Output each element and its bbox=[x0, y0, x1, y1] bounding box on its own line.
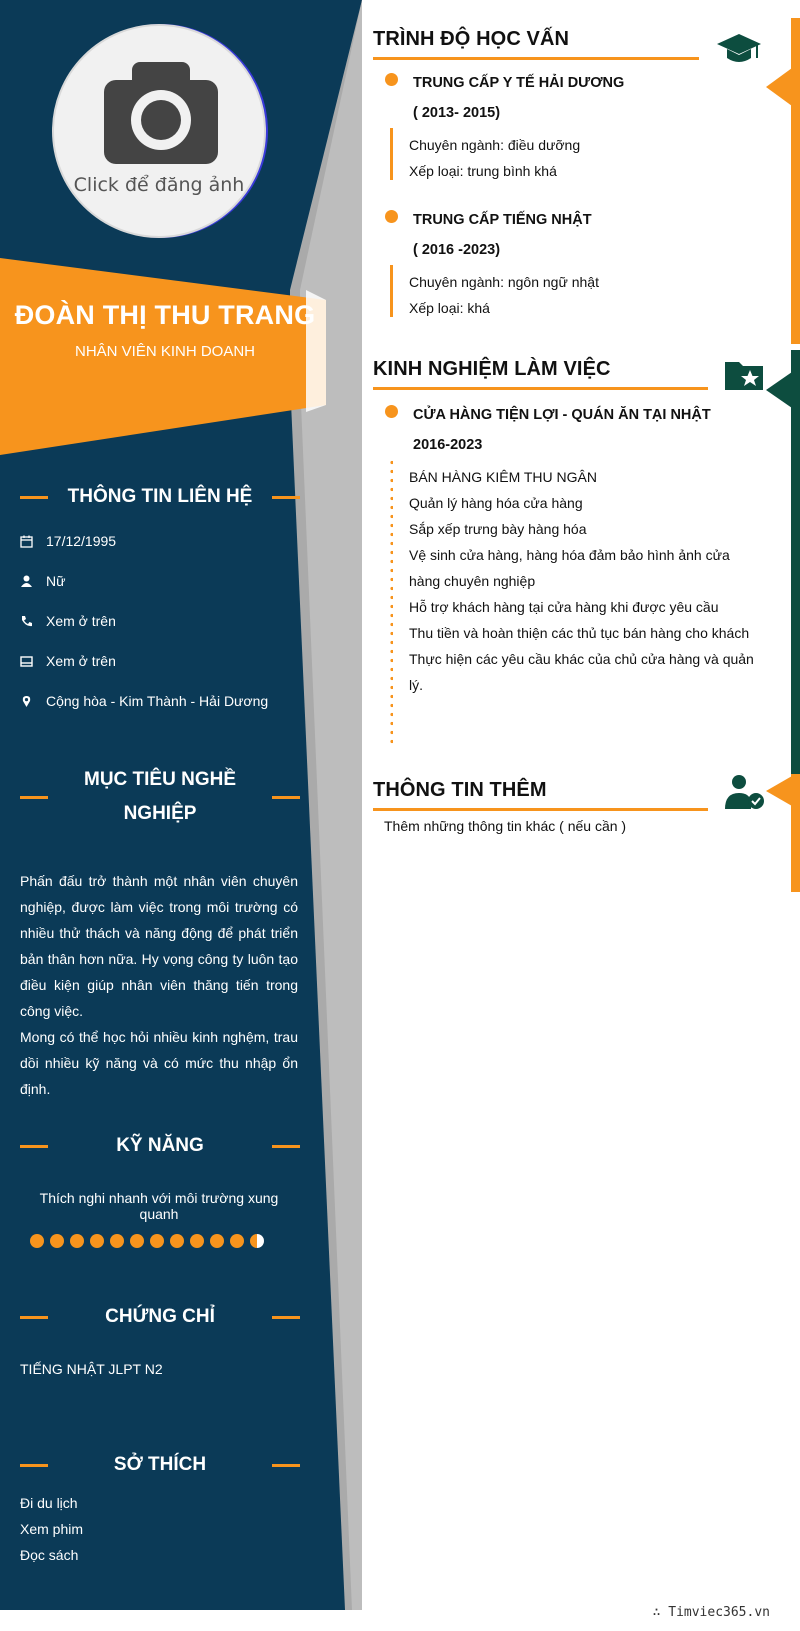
hobbies-heading bbox=[20, 1448, 300, 1482]
certificate-item: TIẾNG NHẬT JLPT N2 bbox=[20, 1361, 163, 1377]
contact-value: 17/12/1995 bbox=[46, 533, 117, 549]
section-underline bbox=[373, 808, 708, 811]
contact-value: Cộng hòa - Kim Thành - Hải Dương bbox=[46, 693, 269, 709]
timeline-dots bbox=[390, 458, 393, 746]
major: Chuyên ngành: điều dưỡng bbox=[409, 137, 581, 153]
skill-dot bbox=[190, 1234, 204, 1248]
edge-accent-bar bbox=[791, 18, 800, 344]
divider bbox=[20, 1464, 48, 1467]
edge-accent-bar bbox=[791, 774, 800, 892]
contact-phone bbox=[20, 601, 310, 641]
contact-birthday bbox=[20, 521, 310, 561]
user-check-icon bbox=[723, 773, 767, 811]
major: Chuyên ngành: ngôn ngữ nhật bbox=[409, 274, 599, 290]
section-underline bbox=[373, 57, 699, 60]
section-underline bbox=[373, 387, 708, 390]
skill-name: Thích nghi nhanh với môi trường xung quanh bbox=[39, 1190, 279, 1222]
avatar-upload-label: Click để đăng ảnh bbox=[73, 174, 245, 196]
school-name: TRUNG CẤP TIẾNG NHẬT bbox=[413, 212, 592, 228]
section-title: SỞ THÍCH bbox=[113, 1454, 207, 1475]
contact-list bbox=[20, 521, 310, 721]
duty-line: Thực hiện các yêu cầu khác của chủ cửa hàng và quản lý. bbox=[409, 651, 754, 693]
divider bbox=[20, 1145, 48, 1148]
bullet bbox=[385, 73, 398, 86]
skill-dot bbox=[30, 1234, 44, 1248]
education-section bbox=[373, 28, 778, 60]
edge-accent-bar bbox=[791, 350, 800, 774]
footer-watermark: ∴ Timviec365.vn bbox=[652, 1605, 770, 1620]
duty-line: Quản lý hàng hóa cửa hàng bbox=[409, 495, 583, 511]
duty-line: Hỗ trợ khách hàng tại cửa hàng khi được yêu cầu bbox=[409, 599, 719, 615]
grade: Xếp loại: trung bình khá bbox=[409, 163, 557, 179]
divider bbox=[20, 1316, 48, 1319]
education-details bbox=[385, 269, 765, 321]
skill-item bbox=[20, 1190, 310, 1248]
graduation-cap-icon bbox=[717, 28, 761, 66]
skill-dot bbox=[130, 1234, 144, 1248]
candidate-name: ĐOÀN THỊ THU TRANG bbox=[14, 300, 316, 330]
skill-dot bbox=[230, 1234, 244, 1248]
hobby-item: Đọc sách bbox=[20, 1547, 79, 1563]
skill-dot bbox=[170, 1234, 184, 1248]
hobby-item: Xem phim bbox=[20, 1521, 84, 1537]
education-details bbox=[385, 132, 765, 184]
objective-paragraph: Phấn đấu trở thành một nhân viên chuyên nghiệp, được làm việc trong môi trường có nhiều thử thách và năng động để phát triển bản thân hơn nữa. Hy vọng công ty luôn tạo điều kiện giúp nhân viên thăng tiến trong công việc. bbox=[20, 873, 298, 1019]
duty-line: Sắp xếp trưng bày hàng hóa bbox=[409, 521, 587, 537]
duty-line: Thu tiền và hoàn thiện các thủ tục bán hàng cho khách bbox=[409, 625, 750, 641]
section-title: TRÌNH ĐỘ HỌC VẤN bbox=[373, 28, 570, 50]
duty-line: Vệ sinh cửa hàng, hàng hóa đảm bảo hình ảnh cửa hàng chuyên nghiệp bbox=[409, 547, 730, 589]
section-title: KỸ NĂNG bbox=[116, 1135, 204, 1156]
divider bbox=[272, 496, 300, 499]
edge-notch bbox=[766, 68, 792, 106]
additional-info-text: Thêm những thông tin khác ( nếu cần ) bbox=[384, 818, 627, 834]
bullet bbox=[385, 210, 398, 223]
additional-section bbox=[373, 779, 778, 811]
section-title: CHỨNG CHỈ bbox=[105, 1306, 215, 1327]
profile-header bbox=[0, 300, 330, 360]
sidebar bbox=[0, 0, 330, 1610]
skill-dot bbox=[210, 1234, 224, 1248]
duty-line: BÁN HÀNG KIÊM THU NGÂN bbox=[409, 469, 597, 485]
objective-paragraph: Mong có thể học hỏi nhiều kinh nghệm, trau dồi nhiều kỹ năng và có mức thu nhập ổn định. bbox=[20, 1029, 298, 1097]
contact-address bbox=[20, 681, 310, 721]
study-period: ( 2013- 2015) bbox=[413, 105, 501, 121]
skill-dot bbox=[150, 1234, 164, 1248]
skill-dot bbox=[70, 1234, 84, 1248]
skills-heading bbox=[20, 1129, 300, 1163]
bullet bbox=[385, 405, 398, 418]
education-item bbox=[385, 205, 765, 321]
work-period: 2016-2023 bbox=[413, 437, 483, 453]
divider bbox=[272, 1464, 300, 1467]
experience-details bbox=[385, 464, 761, 698]
experience-item bbox=[385, 400, 765, 698]
skill-dot bbox=[250, 1234, 264, 1248]
folder-star-icon bbox=[723, 356, 767, 394]
calendar-icon bbox=[20, 534, 46, 548]
hobbies-list bbox=[20, 1490, 83, 1568]
divider bbox=[272, 1316, 300, 1319]
location-icon bbox=[20, 694, 46, 708]
skill-dot bbox=[90, 1234, 104, 1248]
experience-section bbox=[373, 358, 778, 390]
contact-gender bbox=[20, 561, 310, 601]
job-title: NHÂN VIÊN KINH DOANH bbox=[74, 343, 256, 360]
contact-value: Xem ở trên bbox=[46, 613, 116, 629]
skill-dot bbox=[110, 1234, 124, 1248]
grade: Xếp loại: khá bbox=[409, 300, 490, 316]
divider bbox=[20, 496, 48, 499]
hobby-item: Đi du lịch bbox=[20, 1495, 78, 1511]
camera-icon bbox=[98, 58, 224, 168]
divider bbox=[272, 796, 300, 799]
timeline-bar bbox=[390, 265, 393, 317]
contact-value: Xem ở trên bbox=[46, 653, 116, 669]
school-name: TRUNG CẤP Y TẾ HẢI DƯƠNG bbox=[413, 75, 625, 91]
contact-heading bbox=[20, 480, 300, 514]
education-item bbox=[385, 68, 765, 184]
person-icon bbox=[20, 574, 46, 588]
divider bbox=[272, 1145, 300, 1148]
skill-rating bbox=[20, 1234, 310, 1248]
contact-value: Nữ bbox=[46, 573, 66, 589]
timeline-bar bbox=[390, 128, 393, 180]
section-title: THÔNG TIN THÊM bbox=[373, 779, 547, 801]
contact-email bbox=[20, 641, 310, 681]
section-title: MỤC TIÊU NGHỀ NGHIỆP bbox=[84, 769, 236, 824]
section-title: THÔNG TIN LIÊN HỆ bbox=[67, 486, 253, 507]
study-period: ( 2016 -2023) bbox=[413, 242, 501, 258]
objective-text bbox=[20, 868, 298, 1102]
email-icon bbox=[20, 654, 46, 668]
skill-dot bbox=[50, 1234, 64, 1248]
objective-heading bbox=[20, 763, 300, 831]
certificates-heading bbox=[20, 1300, 300, 1334]
divider bbox=[20, 796, 48, 799]
section-title: KINH NGHIỆM LÀM VIỆC bbox=[373, 358, 611, 380]
phone-icon bbox=[20, 614, 46, 628]
avatar-upload[interactable] bbox=[52, 24, 266, 238]
company-name: CỬA HÀNG TIỆN LỢI - QUÁN ĂN TẠI NHẬT bbox=[413, 407, 711, 423]
